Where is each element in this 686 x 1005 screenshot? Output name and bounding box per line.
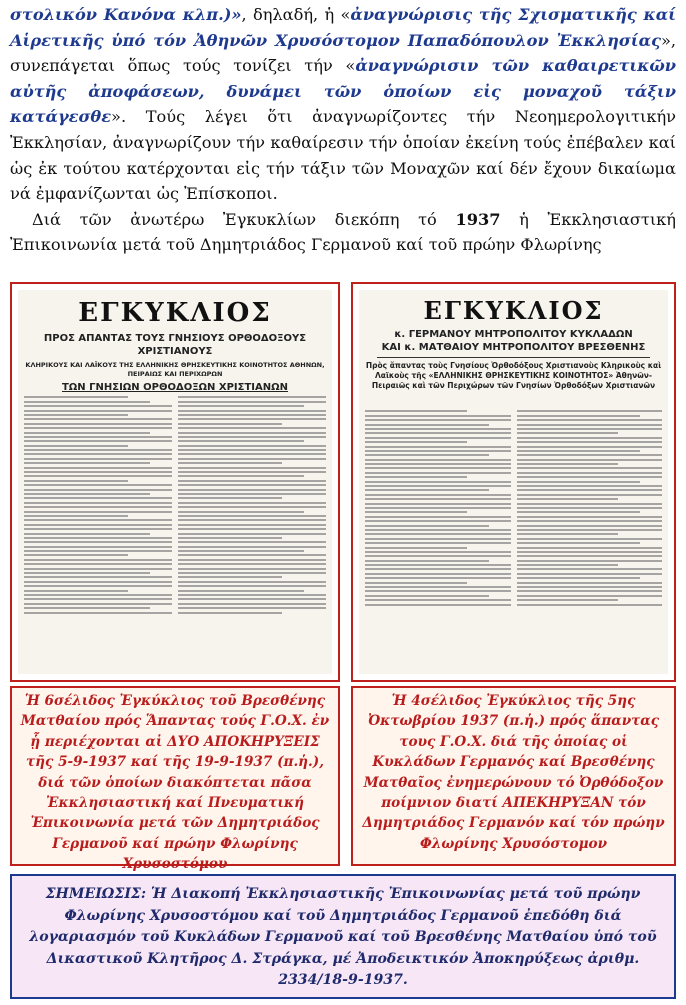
encyclical-right-sub3: Πρὸς ἅπαντας τοὺς Γνησίους Ὀρθοδόξους Χριστιανοὺς Κληρικοὺς καὶ Λαϊκοὺς τῆς «ΕΛΛΗΝΙΚΗΣ ΘΡΗΣΚΕΥΤΙΚΗΣ ΚΟΙΝΟΤΗΤΟΣ» Ἀθηνῶν-Πειραιῶς καὶ τῶν Περιχώρων τῶν Γνησίων Ὀρθοδόξων Χριστιανῶν xyxy=(365,361,662,390)
intro-text xyxy=(10,2,676,258)
intro-p2b: ἡ Ἐκκλησιαστική Ἐπικοινωνία μετά τοῦ Δημητριάδος Γερμανοῦ καί τοῦ πρώην Φλωρίνης xyxy=(10,209,676,255)
encyclical-right-title: ΕΓΚΥΚΛΙΟΣ xyxy=(423,296,604,325)
intro-paragraph-1 xyxy=(10,2,676,207)
encyclical-right-body xyxy=(365,408,662,670)
quote-1: στολικόν Κανόνα κλπ.)» xyxy=(10,5,242,24)
encyclical-right-paper xyxy=(359,290,668,674)
note-box: ΣΗΜΕΙΩΣΙΣ: Ἡ Διακοπή Ἐκκλησιαστικῆς Ἐπικοινωνίας μετά τοῦ πρώην Φλωρίνης Χρυσοστόμου καί τοῦ Δημητριάδος Γερμανοῦ ἐπεδόθη διά λογαριασμόν τοῦ Κυκλάδων Γερμανοῦ καί τοῦ Βρεσθένης Ματθαίου ὑπό τοῦ Δικαστικοῦ Κλητῆρος Δ. Στράγκα, μέ Ἀποδεικτικόν Ἀποκηρύξεως ἀριθμ. 2334/18-9-1937. xyxy=(10,874,676,999)
encyclical-left-title: ΕΓΚΥΚΛΙΟΣ xyxy=(78,298,272,328)
caption-right: Ἡ 4σέλιδος Ἐγκύκλιος τῆς 5ης Ὀκτωβρίου 1937 (π.ἡ.) πρός ἅπαντας τους Γ.Ο.Χ. διά τῆς ὁποίας οἱ Κυκλάδων Γερμανός καί Βρεσθένης Ματθαῖος ἐνημερώνουν τό Ὀρθόδοξον ποίμνιον διατί ΑΠΕΚΗΡΥΞΑΝ τόν Δημητριάδος Γερμανόν καί τόν πρώην Φλωρίνης Χρυσόστομον xyxy=(351,686,676,866)
encyclical-left-body xyxy=(24,394,326,670)
intro-paragraph-2 xyxy=(10,207,676,258)
encyclical-left-col-1 xyxy=(24,394,172,670)
encyclical-left-sub3: ΤΩΝ ΓΝΗΣΙΩΝ ΟΡΘΟΔΟΞΩΝ ΧΡΙΣΤΙΑΝΩΝ xyxy=(61,382,289,393)
intro-text-1: , δηλαδή, ἡ « xyxy=(241,5,351,24)
encyclical-right-sub1: κ. ΓΕΡΜΑΝΟΥ ΜΗΤΡΟΠΟΛΙΤΟΥ ΚΥΚΛΑΔΩΝ xyxy=(394,329,633,340)
encyclical-right-sub2: ΚΑΙ κ. ΜΑΤΘΑΙΟΥ ΜΗΤΡΟΠΟΛΙΤΟΥ ΒΡΕΣΘΕΝΗΣ xyxy=(381,342,646,353)
caption-left: Ἡ 6σέλιδος Ἐγκύκλιος τοῦ Βρεσθένης Ματθαίου πρός Ἅπαντας τούς Γ.Ο.Χ. ἐν ᾗ περιέχονται αἱ ΔΥΟ ΑΠΟΚΗΡΥΞΕΙΣ τῆς 5-9-1937 καί τῆς 19-9-1937 (π.ἡ.), διά τῶν ὁποίων διακόπτεται πᾶσα Ἐκκλησιαστική καί Πνευματική Ἐπικοινωνία μετά τῶν Δημητριάδος Γερμανοῦ καί πρώην Φλωρίνης Χρυσοστόμου xyxy=(10,686,340,866)
encyclical-right-col-2 xyxy=(517,408,663,670)
encyclical-right-col-1 xyxy=(365,408,511,670)
quote-3: ἀναγνώρισιν τῶν καθαιρετικῶν αὐτῆς ἀποφάσεων, δυνάμει τῶν ὁποίων εἰς μοναχοῦ τάξιν κατάγεσθε xyxy=(10,56,676,127)
encyclical-left-sub2: ΚΛΗΡΙΚΟΥΣ ΚΑΙ ΛΑΪΚΟΥΣ ΤΗΣ ΕΛΛΗΝΙΚΗΣ ΘΡΗΣΚΕΥΤΙΚΗΣ ΚΟΙΝΟΤΗΤΟΣ ΑΘΗΝΩΝ, ΠΕΙΡΑΙΩΣ ΚΑΙ ΠΕΡΙΧΩΡΩΝ xyxy=(25,361,325,378)
encyclical-left-paper xyxy=(18,290,332,674)
intro-text-2: », συνεπάγεται ὅπως τούς τονίζει τήν « xyxy=(10,30,676,76)
intro-p2a: Διά τῶν ἀνωτέρω Ἐγκυκλίων διεκόπη τό xyxy=(32,209,456,229)
encyclical-right-rule xyxy=(377,357,650,358)
intro-year: 1937 xyxy=(455,209,501,229)
encyclical-left-col-2 xyxy=(178,394,326,670)
encyclical-left-image xyxy=(10,282,340,682)
quote-2: ἀναγνώρισις τῆς Σχισματικῆς καί Αἱρετικῆς ὑπό τόν Ἀθηνῶν Χρυσόστομον Παπαδόπουλον Ἐκκλησίας xyxy=(10,5,676,50)
intro-text-3: ». Τούς λέγει ὅτι ἀναγνωρίζοντες τήν Νεοημερολογιτικήν Ἐκκλησίαν, ἀναγνωρίζουν τήν καθαίρεσιν τήν ὁποίαν ἐκείνη τούς ἐπέβαλεν καί ὡς ἐκ τούτου κατέρχονται εἰς τήν τάξιν τῶν Μοναχῶν καί δέν ἔχουν δικαίωμα νά ἐμφανίζωνται ὡς Ἐπίσκοποι. xyxy=(10,107,676,204)
encyclical-right-image xyxy=(351,282,676,682)
encyclical-left-sub1: ΠΡΟΣ ΑΠΑΝΤΑΣ ΤΟΥΣ ΓΝΗΣΙΟΥΣ ΟΡΘΟΔΟΞΟΥΣ ΧΡΙΣΤΙΑΝΟΥΣ xyxy=(43,333,307,357)
